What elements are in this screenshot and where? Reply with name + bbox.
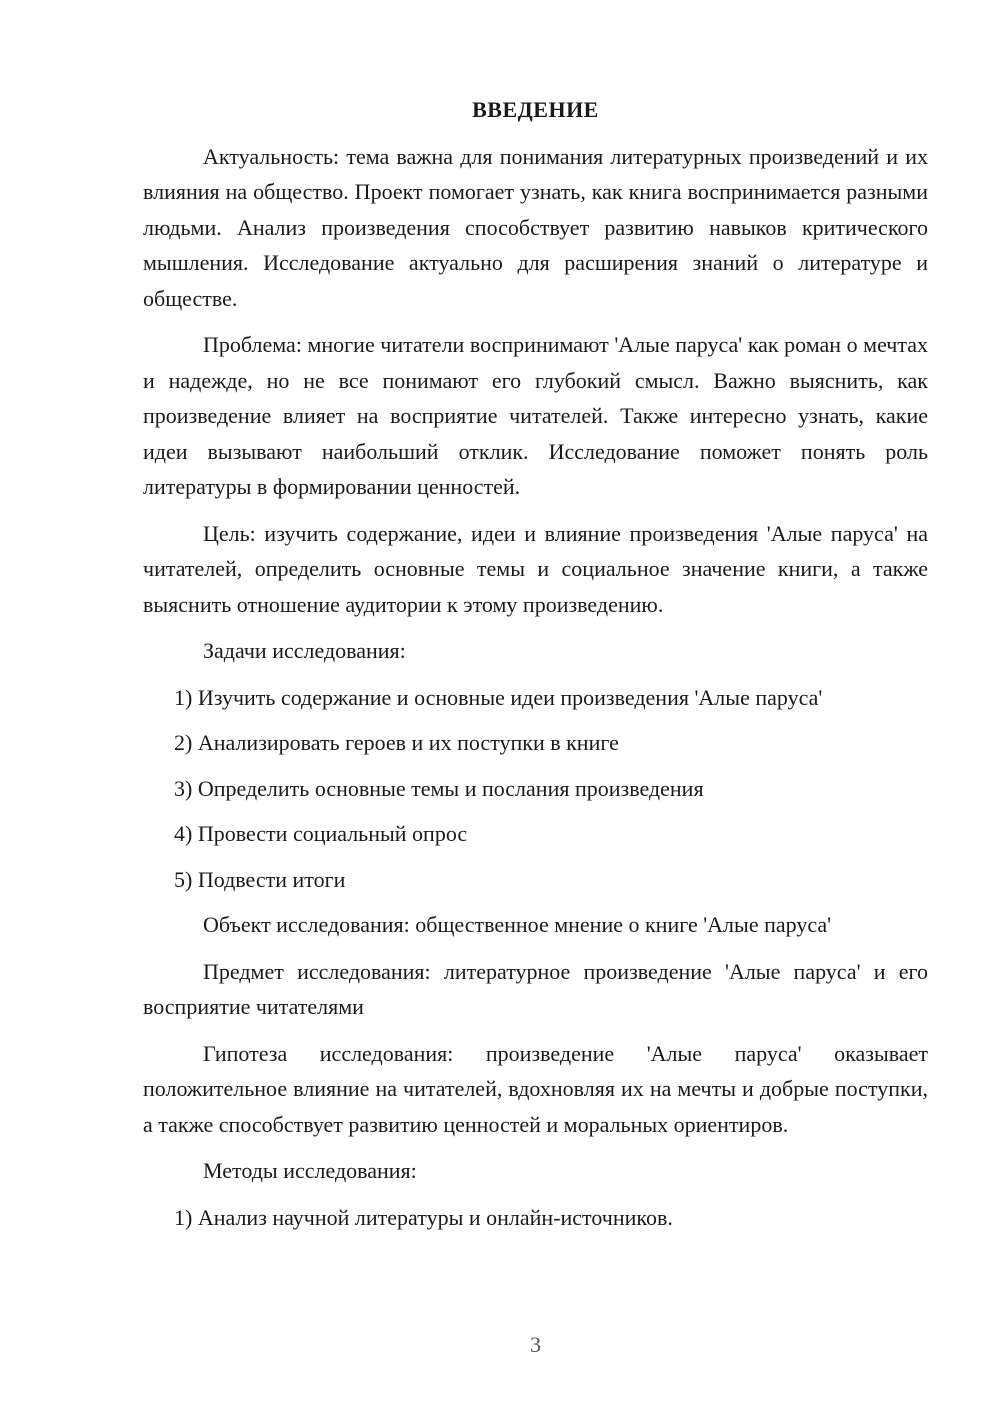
problem-paragraph: Проблема: многие читатели воспринимают 'Алые паруса' как роман о мечтах и надежде, но не все понимают его глубокий смысл. Важно выяснить, как произведение влияет на восприятие читателей. Также интересно узнать, какие идеи вызывают наибольший отклик. Исследование поможет понять роль литературы в формировании ценностей. [143,332,928,499]
method-item-1: 1) Анализ научной литературы и онлайн-источников. [174,1204,673,1230]
task-item-4: 4) Провести социальный опрос [174,821,468,846]
page-number: 3 [530,1332,541,1357]
subject-paragraph: Предмет исследования: литературное произведение 'Алые паруса' и его восприятие читателями [143,958,928,1019]
task-item-2: 2) Анализировать героев и их поступки в книге [174,730,619,755]
methods-label: Методы исследования: [203,1158,417,1183]
tasks-label: Задачи исследования: [203,638,406,663]
task-item-3: 3) Определить основные темы и послания произведения [174,775,704,801]
hypothesis-paragraph: Гипотеза исследования: произведение 'Алые паруса' оказывает положительное влияние на читателей, вдохновляя их на мечты и добрые поступки, а также способствует развитию ценностей и моральных ориентиров. [143,1040,928,1137]
task-item-1: 1) Изучить содержание и основные идеи произведения 'Алые паруса' [174,684,823,710]
goal-paragraph: Цель: изучить содержание, идеи и влияние произведения 'Алые паруса' на читателей, определить основные темы и социальное значение книги, а также выяснить отношение аудитории к этому произведению. [143,520,928,617]
task-item-5: 5) Подвести итоги [174,866,346,892]
object-paragraph: Объект исследования: общественное мнение о книге 'Алые паруса' [203,912,832,937]
relevance-paragraph: Актуальность: тема важна для понимания литературных произведений и их влияния на общество. Проект помогает узнать, как книга воспринимается разными людьми. Анализ произведения способствует развитию навыков критического мышления. Исследование актуально для расширения знаний о литературе и обществе. [143,143,928,311]
section-title: ВВЕДЕНИЕ [472,97,599,122]
